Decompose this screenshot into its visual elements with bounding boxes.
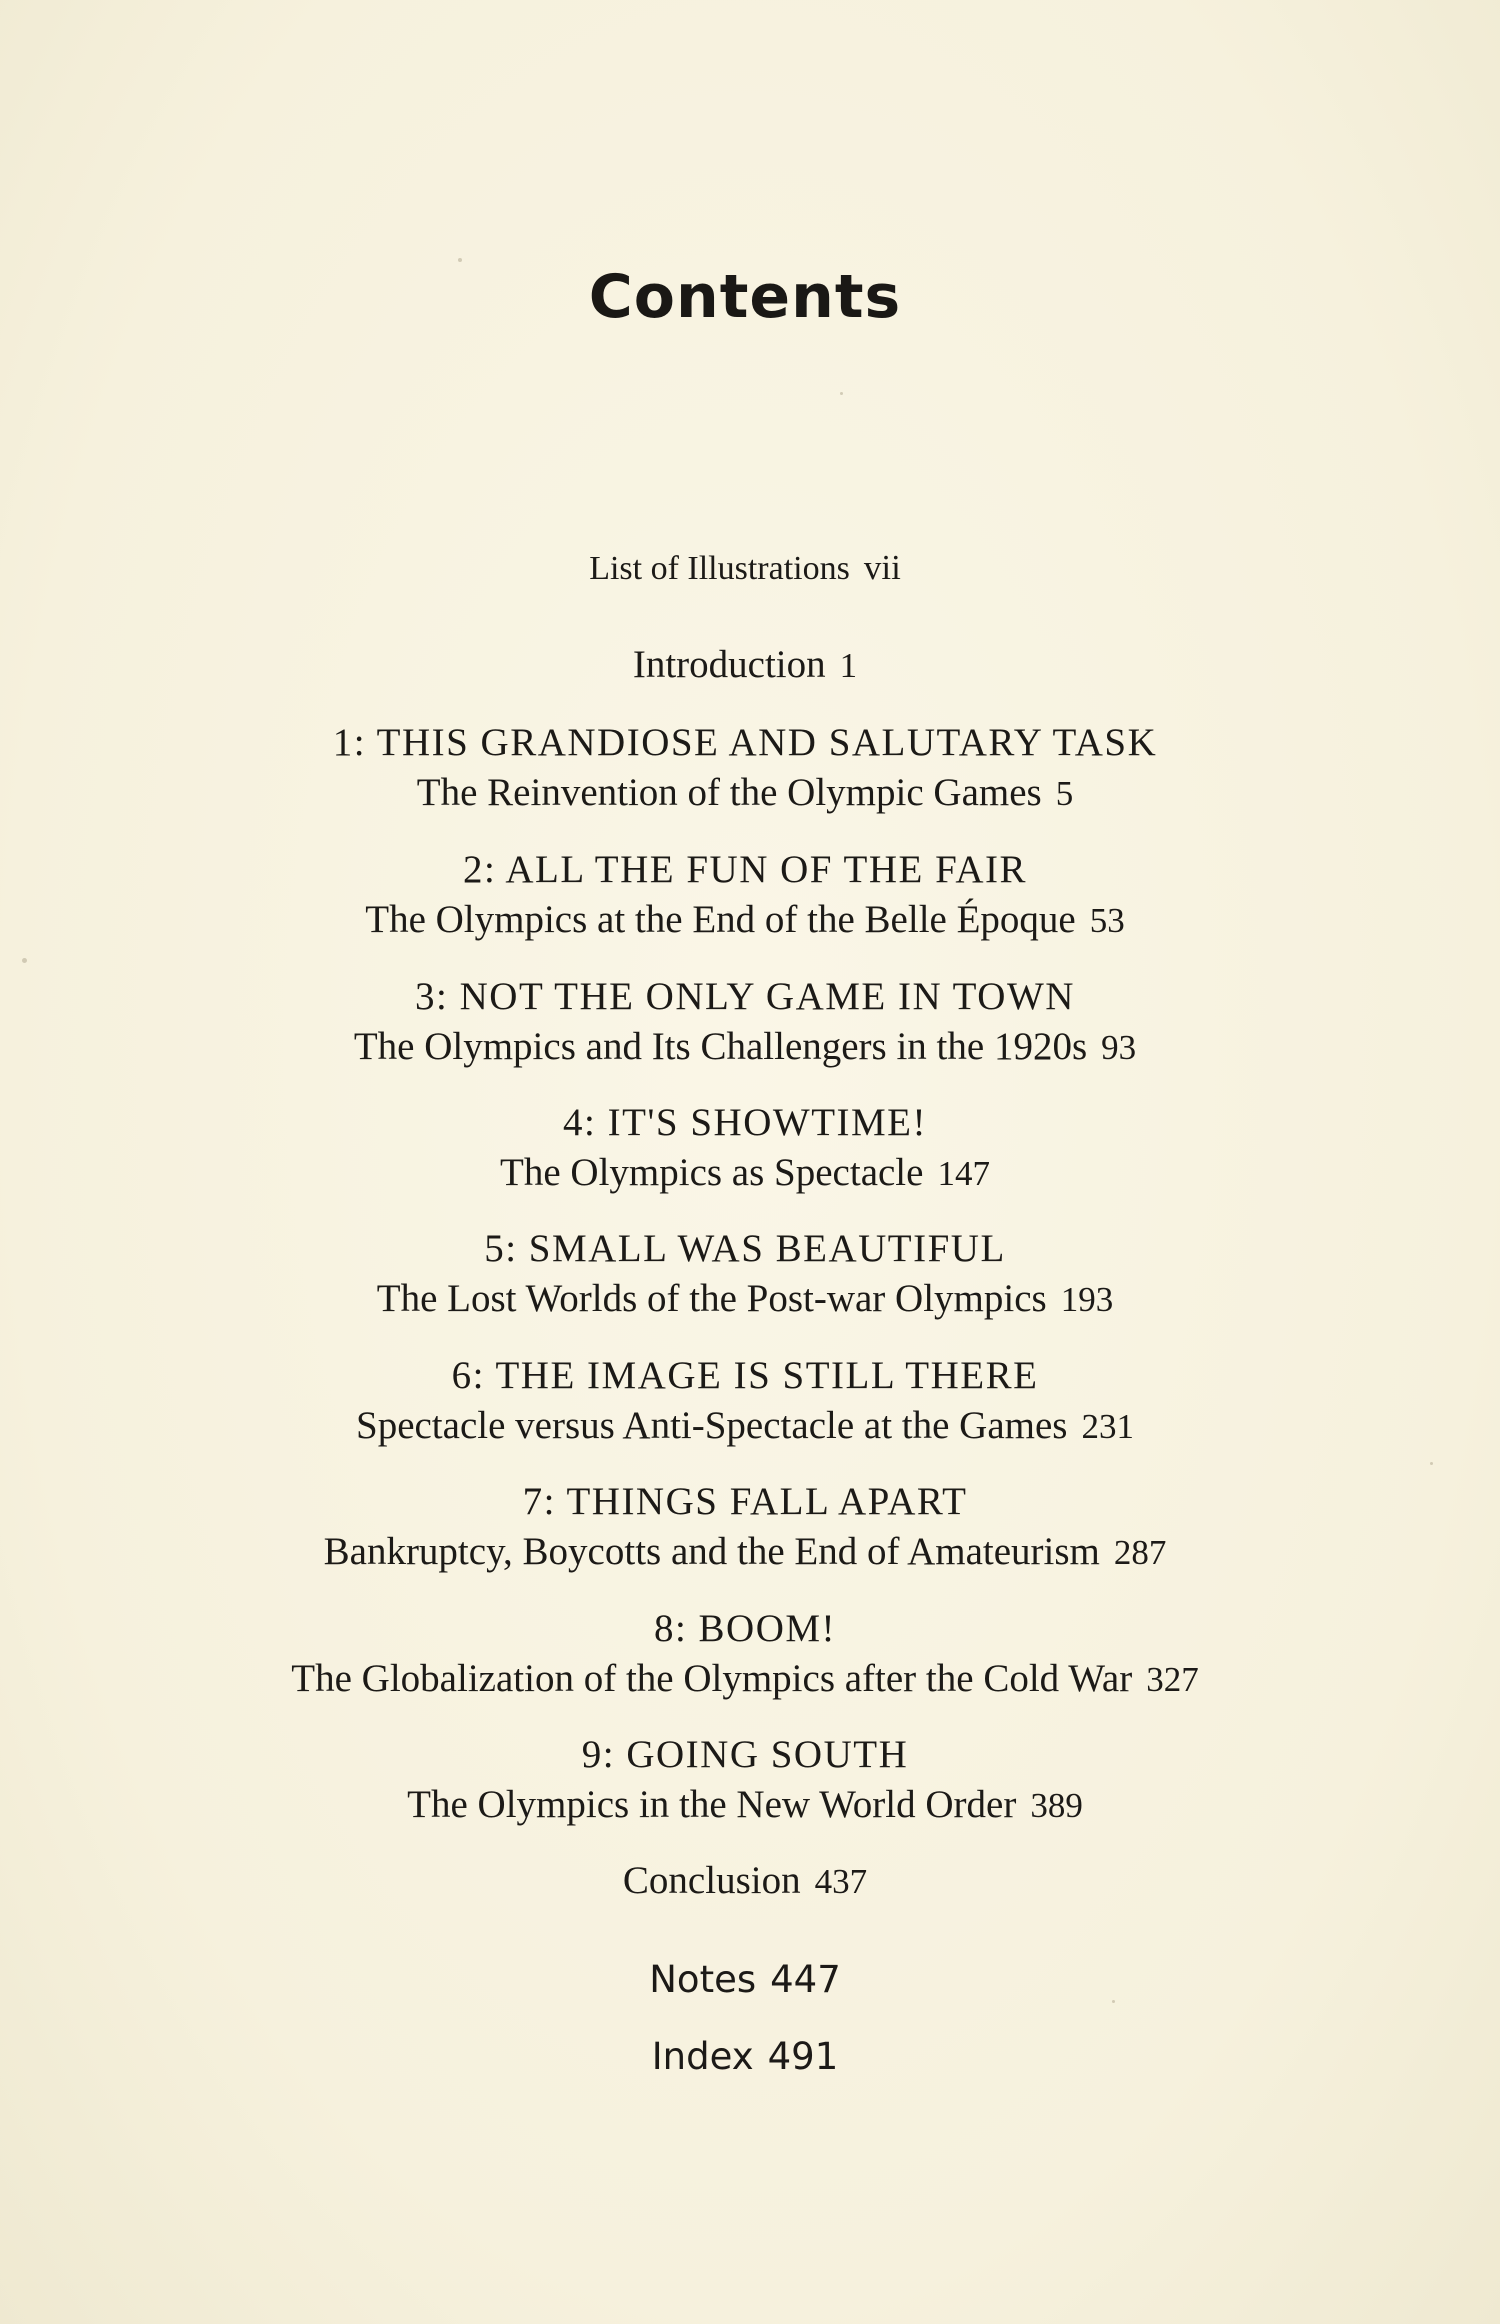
toc-page-number: 5 [1055, 774, 1074, 813]
chapter-heading: 6: THE IMAGE IS STILL THERE [451, 1354, 1039, 1397]
toc-entry-illustrations[interactable] [0, 548, 1490, 588]
toc-entry-label: Notes [649, 1958, 757, 2001]
toc-chapter-1[interactable] [0, 718, 1490, 819]
chapter-heading: 7: THINGS FALL APART [522, 1480, 968, 1523]
toc-chapter-5[interactable] [0, 1224, 1490, 1325]
paper-speck [22, 958, 27, 963]
chapter-heading: 8: BOOM! [653, 1607, 837, 1650]
toc-page-number: 389 [1030, 1786, 1083, 1825]
toc-page-number: 147 [937, 1154, 990, 1193]
toc-page-number: 231 [1081, 1407, 1134, 1446]
toc-entry-index[interactable] [0, 2035, 1490, 2078]
toc-entry-label: List of Illustrations [589, 550, 850, 587]
page-title: Contents [588, 262, 902, 332]
paper-speck [1430, 1462, 1433, 1465]
chapter-subtitle: The Lost Worlds of the Post-war Olympics [376, 1277, 1047, 1320]
chapter-subtitle: The Olympics as Spectacle [500, 1151, 924, 1194]
toc-page-number: 53 [1089, 901, 1125, 940]
toc-chapter-2[interactable] [0, 845, 1490, 946]
toc-entry-label: Introduction [632, 643, 826, 686]
toc-page-number: 491 [767, 2035, 839, 2078]
toc-entry-conclusion[interactable] [0, 1858, 1490, 1903]
toc-page-number: 327 [1146, 1660, 1199, 1699]
toc-page-number: 287 [1113, 1533, 1167, 1572]
toc-chapter-4[interactable] [0, 1098, 1490, 1199]
chapter-heading: 4: IT'S SHOWTIME! [563, 1101, 927, 1144]
chapter-subtitle: The Olympics in the New World Order [407, 1783, 1017, 1826]
toc-entry-introduction[interactable] [0, 642, 1490, 687]
chapter-subtitle: The Globalization of the Olympics after the Cold War [291, 1657, 1133, 1700]
toc-entry-label: Conclusion [622, 1859, 801, 1902]
chapter-heading: 9: GOING SOUTH [581, 1733, 909, 1776]
toc-chapter-7[interactable] [0, 1477, 1490, 1578]
toc-page-number: 1 [839, 646, 858, 685]
toc-page-number: 193 [1060, 1280, 1114, 1319]
toc-page-number: 447 [770, 1958, 841, 2001]
paper-speck [840, 392, 843, 395]
toc-chapter-9[interactable] [0, 1730, 1490, 1831]
paper-speck [1112, 2000, 1115, 2003]
chapter-subtitle: The Olympics at the End of the Belle Époque [365, 898, 1076, 941]
toc-page-number: 437 [814, 1862, 868, 1901]
toc-entry-notes[interactable] [0, 1958, 1490, 2001]
toc-entry-label: Index [651, 2035, 754, 2078]
chapter-heading: 3: NOT THE ONLY GAME IN TOWN [415, 975, 1075, 1018]
toc-page-number: vii [863, 548, 901, 587]
chapter-subtitle: The Olympics and Its Challengers in the 1920s [353, 1025, 1088, 1068]
toc-chapter-6[interactable] [0, 1351, 1490, 1452]
chapter-heading: 1: THIS GRANDIOSE AND SALUTARY TASK [332, 721, 1158, 764]
toc-chapter-8[interactable] [0, 1604, 1490, 1705]
paper-speck [458, 258, 462, 262]
chapter-heading: 5: SMALL WAS BEAUTIFUL [484, 1227, 1006, 1270]
toc-page-number: 93 [1101, 1028, 1137, 1067]
toc-chapter-3[interactable] [0, 972, 1490, 1073]
chapter-subtitle: Bankruptcy, Boycotts and the End of Amateurism [323, 1530, 1100, 1573]
chapter-heading: 2: ALL THE FUN OF THE FAIR [462, 848, 1028, 891]
chapter-subtitle: Spectacle versus Anti-Spectacle at the Games [356, 1404, 1068, 1447]
chapter-subtitle: The Reinvention of the Olympic Games [416, 771, 1042, 814]
